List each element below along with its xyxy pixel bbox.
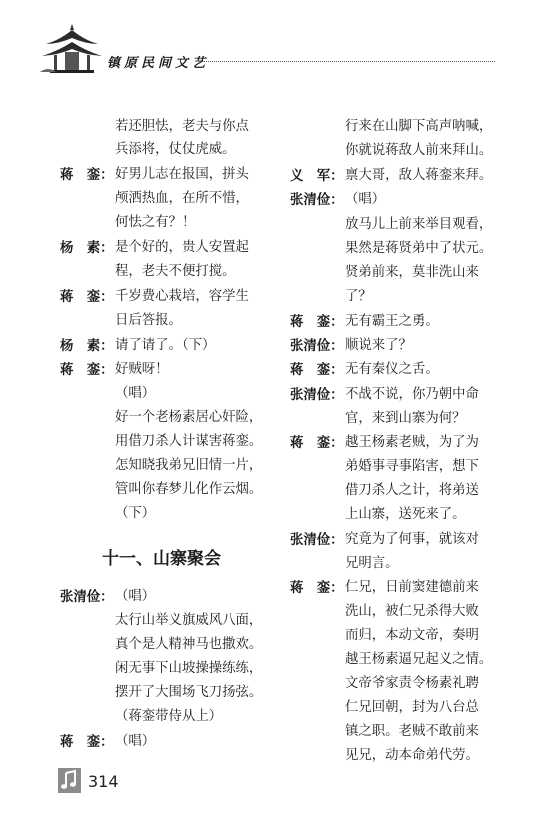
text-line: （唱）: [115, 386, 156, 401]
text-line: （下）: [115, 506, 156, 521]
text-line: 而归，本动文帝，奏明: [345, 628, 479, 643]
text-line: 上山寨，送死来了。: [345, 507, 466, 522]
text-line: 官，来到山寨为何？: [345, 411, 466, 426]
text-line: 好贼呀！: [115, 362, 169, 377]
text-line: 文帝爷家责令杨素礼聘: [345, 676, 479, 691]
speaker-label: 张清俭：: [60, 589, 114, 605]
text-line: 弟婚事寻事陷害，想下: [345, 459, 479, 474]
page-header: [0, 0, 551, 90]
speaker-label: 蒋 銮：: [60, 167, 114, 183]
text-line: 怎知晓我弟兄旧情一片，: [115, 458, 263, 473]
text-line: 无有秦仪之舌。: [345, 362, 439, 377]
speaker-label: 蒋 銮：: [60, 734, 114, 750]
text-line: 仁兄，日前窦建德前来: [345, 580, 479, 595]
text-line: 兄明言。: [345, 556, 399, 571]
text-line: 太行山举义旗威风八面，: [115, 613, 263, 628]
text-line: 洗山，被仁兄杀得大败: [345, 604, 479, 619]
text-line: 若还胆怯，老夫与你点: [115, 119, 249, 134]
header-divider: [200, 61, 495, 62]
text-line: 好男儿志在报国，拼头: [115, 167, 249, 182]
text-line: 贤弟前来，莫非洗山来: [345, 265, 479, 280]
text-line: （唱）: [115, 589, 156, 604]
text-line: 请了请了。（下）: [115, 338, 216, 353]
text-line: 兵添将，仗仗虎威。: [115, 142, 236, 157]
text-line: （蒋銮带侍从上）: [115, 709, 223, 724]
text-line: （唱）: [115, 734, 156, 749]
text-line: 究竟为了何事，就该对: [345, 532, 479, 547]
text-line: 行来在山脚下高声呐喊，: [345, 119, 493, 134]
text-line: 见兄，动本命弟代劳。: [345, 748, 479, 763]
text-line: 摆开了大围场飞刀扬弦。: [115, 685, 263, 700]
speaker-label: 张清俭：: [290, 192, 344, 208]
text-line: 你就说蒋敌人前来拜山。: [345, 143, 493, 158]
text-line: 用借刀杀人计谋害蒋銮。: [115, 434, 263, 449]
speaker-label: 张清俭：: [290, 532, 344, 548]
speaker-label: 蒋 銮：: [290, 435, 344, 451]
text-line: 仁兄回朝，封为八台总: [345, 700, 479, 715]
speaker-label: 杨 素：: [60, 240, 114, 256]
text-line: 借刀杀人之计，将弟送: [345, 483, 479, 498]
text-line: （唱）: [345, 192, 386, 207]
page-number: 314: [88, 772, 119, 791]
speaker-label: 义 军：: [290, 168, 344, 184]
text-line: 真个是人精神马也撒欢。: [115, 637, 263, 652]
speaker-label: 张清俭：: [290, 387, 344, 403]
speaker-label: 蒋 銮：: [290, 580, 344, 596]
music-note-icon: [58, 768, 81, 793]
text-line: 越王杨素老贼，为了为: [345, 435, 479, 450]
text-line: 何怯之有？！: [115, 215, 196, 230]
speaker-label: 蒋 銮：: [60, 362, 114, 378]
speaker-label: 蒋 銮：: [60, 289, 114, 305]
speaker-label: 杨 素：: [60, 338, 114, 354]
text-line: 放马儿上前来举目观看，: [345, 217, 493, 232]
text-line: 越王杨素逼兄起义之情。: [345, 652, 493, 667]
text-line: 无有霸王之勇。: [345, 314, 439, 329]
text-line: 好一个老杨素居心奸险，: [115, 410, 263, 425]
speaker-label: 蒋 銮：: [290, 314, 344, 330]
text-line: 顺说来了？: [345, 338, 412, 353]
text-line: 程，老夫不便打搅。: [115, 264, 236, 279]
text-line: 果然是蒋贤弟中了状元。: [345, 241, 493, 256]
header-title: 镇原民间文艺: [107, 56, 210, 71]
text-line: 是个好的，贵人安置起: [115, 240, 249, 255]
text-line: 管叫你春梦儿化作云烟。: [115, 482, 263, 497]
text-line: 禀大哥，敌人蒋銮来拜。: [345, 168, 493, 183]
text-line: 千岁费心栽培，容学生: [115, 289, 249, 304]
text-line: 不战不说，你乃朝中命: [345, 387, 479, 402]
text-line: 颅洒热血，在所不惜，: [115, 191, 249, 206]
section-title: 十一、山寨聚会: [102, 549, 221, 569]
text-line: 日后答报。: [115, 313, 182, 328]
speaker-label: 蒋 銮：: [290, 362, 344, 378]
pavilion-icon: [40, 22, 104, 74]
text-line: 镇之职。老贼不敢前来: [345, 724, 479, 739]
text-line: 了？: [345, 289, 372, 304]
text-line: 闲无事下山坡操操练练，: [115, 661, 263, 676]
speaker-label: 张清俭：: [290, 338, 344, 354]
